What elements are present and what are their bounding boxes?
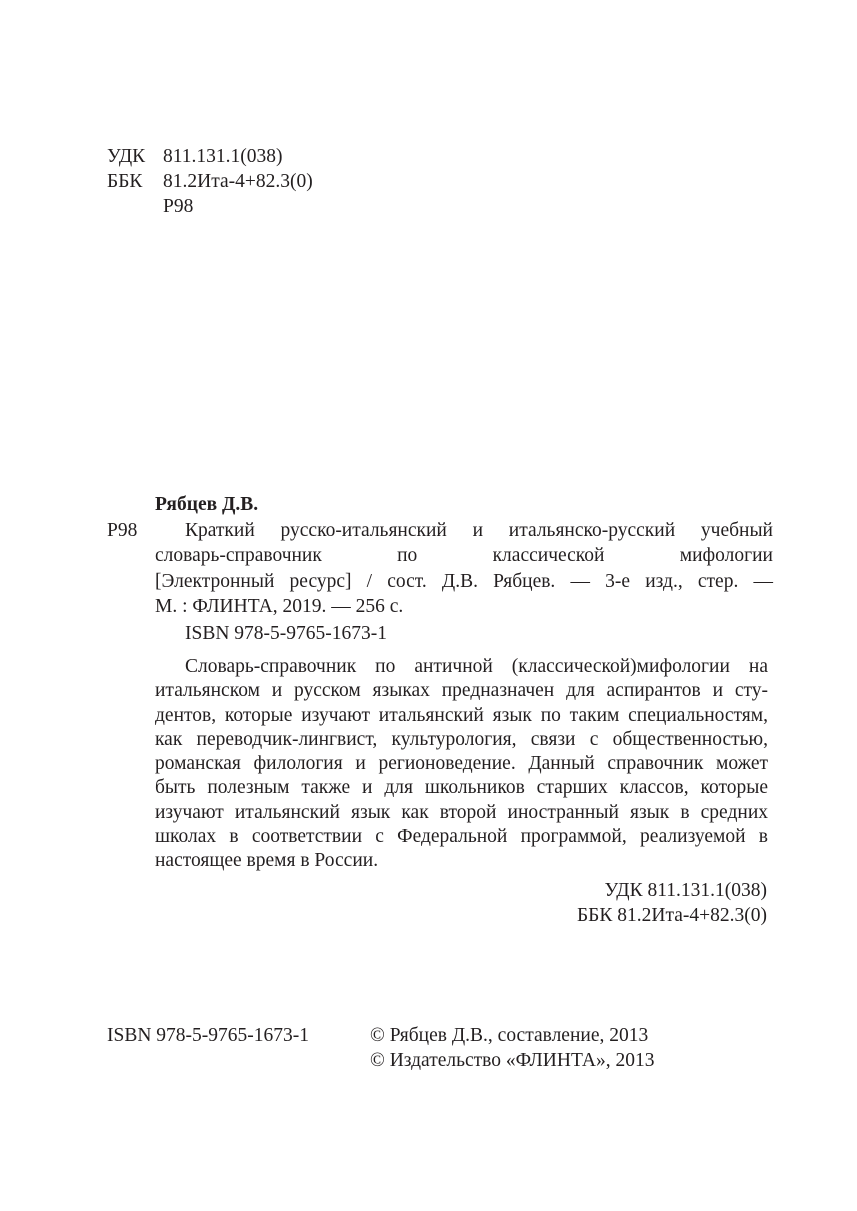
annotation-line: итальянском и русском языках предназначен для аспирантов и сту-: [155, 680, 768, 702]
udk-code: 811.131.1(038): [163, 146, 283, 167]
annotation-line: Словарь-справочник по античной (классической)мифологии на: [185, 656, 768, 677]
classification-udk: УДК 811.131.1(038): [604, 880, 767, 901]
record-description: [155, 518, 773, 619]
annotation-line: как переводчик-лингвист, культурология, связи с общественностью,: [155, 728, 768, 750]
footer-isbn: ISBN 978-5-9765-1673-1: [107, 1025, 310, 1046]
record-line: Краткий русско-итальянский и итальянско-русский учебный: [185, 520, 773, 541]
record-isbn: ISBN 978-5-9765-1673-1: [185, 623, 388, 644]
classification-bbk: ББК 81.2Ита-4+82.3(0): [576, 905, 767, 926]
record-author-mark: Р98: [107, 520, 138, 541]
annotation-line: дентов, которые изучают итальянский язык по таким специальностям,: [155, 704, 768, 726]
bbk-code: 81.2Ита-4+82.3(0): [163, 171, 313, 192]
record-line: [Электронный ресурс] / сост. Д.В. Рябцев. — 3-е изд., стер. —: [155, 570, 773, 592]
annotation-line: быть полезным также и для школьников старших классов, которые: [155, 777, 768, 799]
udk-label: УДК: [107, 146, 146, 167]
copyright-line: © Рябцев Д.В., составление, 2013: [370, 1025, 649, 1046]
annotation-line: изучают итальянский язык как второй иностранный язык в средних: [155, 801, 768, 823]
record-author: Рябцев Д.В.: [155, 494, 259, 515]
bbk-label: ББК: [107, 171, 143, 192]
annotation-line: романская филология и регионоведение. Данный справочник может: [155, 753, 768, 775]
author-mark: Р98: [163, 196, 194, 217]
record-line: М. : ФЛИНТА, 2019. — 256 с.: [155, 595, 404, 617]
annotation-line: школах в соответствии с Федеральной программой, реализуемой в: [155, 826, 768, 848]
copyright-line: © Издательство «ФЛИНТА», 2013: [370, 1050, 655, 1071]
annotation-line: настоящее время в России.: [155, 850, 379, 872]
record-line: словарь-справочник по классической мифологии: [155, 545, 773, 567]
annotation-paragraph: [155, 655, 768, 874]
